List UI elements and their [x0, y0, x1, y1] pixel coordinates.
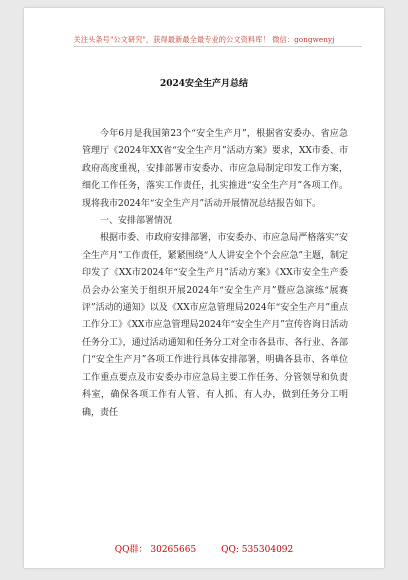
paragraph-intro: 今年6月是我国第23个“安全生产月”，根据省安委办、省应急管理厅《2024年XX省“安全生产月”活动方案》要求，XX市委、市政府高度重视，安排部署市安委办、市应急局制定印发工作方案，细化工作任务，落实工作责任，扎实推进“安全生产月”各项工作。现将我市2024年“安全生产月”活动开展情况总结报告如下。: [82, 129, 348, 209]
footer-qq-group: QQ群： 30265665: [114, 545, 197, 555]
header-banner: 关注头条号"公文研究"，获得最新最全最专业的公文资料库！ 微信：gongwenyj: [73, 35, 335, 44]
header-divider: [74, 46, 362, 47]
document-body: [82, 126, 348, 422]
document-page: [24, 8, 384, 568]
document-title: 2024安全生产月总结: [159, 79, 249, 89]
paragraph-arrangement: 根据市委、市政府安排部署，市安委办、市应急局严格落实“安全生产月”工作责任，紧紧围绕“人人讲安全个个会应急”主题，制定印发了《XX市2024年“安全生产月”活动方案》《XX市安全生产委员会办公室关于组织开展2024年“安全生产月”暨应急演练“展赛评”活动的通知》以及《XX市应急管理局2024年“安全生产月”重点工作分工》《XX市应急管理局2024年“安全生产月”宣传咨询日活动任务分工》，通过活动通知和任务分工对全市各县市、各行业、各部门“安全生产月”各项工作进行具体安排部署，明确各县市、各单位工作重点要点及市安委办市应急局主要工作任务、分管领导和负责科室，确保各项工作有人管、有人抓、有人办，做到任务分工明确，责任: [82, 233, 348, 418]
footer-qq: QQ: 535304092: [221, 545, 294, 555]
page-footer: [24, 542, 384, 555]
section-heading: 一、安排部署情况: [100, 216, 173, 227]
